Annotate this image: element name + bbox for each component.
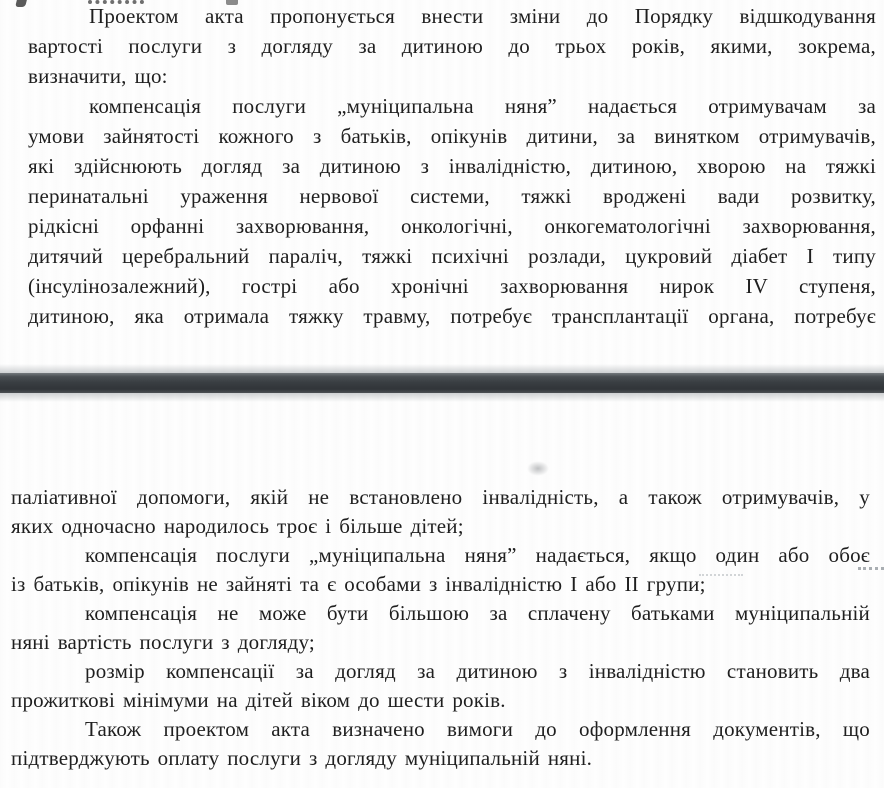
text-line: компенсація не може бути більшою за сплачену батьками муніципальній <box>85 601 870 625</box>
text-line: умови зайнятості кожного з батьків, опікунів дитини, за винятком отримувачів, <box>28 124 876 148</box>
scan-artifact-smudge <box>527 461 549 476</box>
text-line: компенсація послуги „муніципальна няня” надається, якщо один або обоє <box>85 543 870 567</box>
text-line: прожиткові мінімуми на дітей віком до шести років. <box>11 688 506 712</box>
text-line: (інсулінозалежний), гострі або хронічні захворювання нирок IV ступеня, <box>28 274 876 298</box>
text-line: няні вартість послуги з догляду; <box>11 630 315 654</box>
text-line: дитиною, яка отримала тяжку травму, потребує трансплантації органа, потребує <box>28 304 876 328</box>
page-separator <box>0 373 884 393</box>
text-line: вартості послуги з догляду за дитиною до трьох років, якими, зокрема, <box>28 34 876 58</box>
text-line: які здійснюють догляд за дитиною з інвалідністю, дитиною, хворою на тяжкі <box>28 154 876 178</box>
text-line: із батьків, опікунів не зайняті та є особами з інвалідністю I або II групи; <box>11 572 706 596</box>
text-line: дитячий церебральний параліч, тяжкі психічні розлади, цукровий діабет I типу <box>28 244 876 268</box>
page-fragment-bottom <box>0 483 884 773</box>
text-line: Також проектом акта визначено вимоги до оформлення документів, що <box>85 717 870 741</box>
text-line: визначити, що: <box>28 64 168 88</box>
text-line: перинатальні ураження нервової системи, тяжкі вроджені вади розвитку, <box>28 184 876 208</box>
scan-artifact-dotted-line <box>699 574 743 576</box>
text-line: рідкісні орфанні захворювання, онкологічні, онкогематологічні захворювання, <box>28 214 876 238</box>
text-line: Проектом акта пропонується внести зміни до Порядку відшкодування <box>89 4 876 28</box>
page-fragment-top <box>0 1 884 331</box>
scan-artifact-dotted-line <box>858 567 884 570</box>
text-line: розмір компенсації за догляд за дитиною з інвалідністю становить два <box>85 659 870 683</box>
text-line: компенсація послуги „муніципальна няня” надається отримувачам за <box>89 94 876 118</box>
text-line: яких одночасно народилось троє і більше дітей; <box>11 514 464 538</box>
text-line: підтверджують оплату послуги з догляду муніципальній няні. <box>11 746 593 770</box>
text-line: паліативної допомоги, якій не встановлено інвалідність, а також отримувачів, у <box>11 485 870 509</box>
